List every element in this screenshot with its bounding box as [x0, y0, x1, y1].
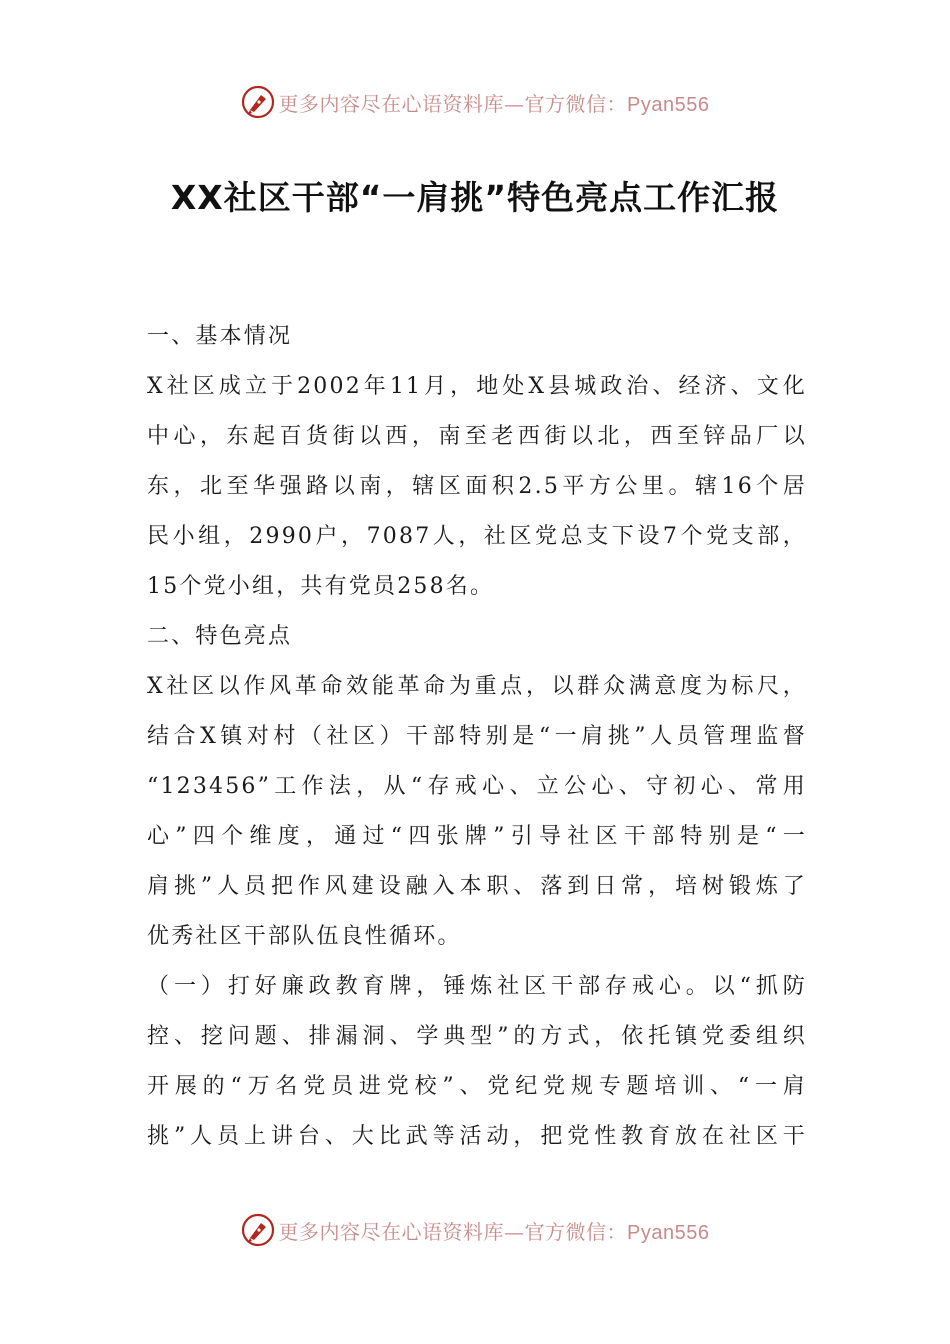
paragraph-line: 中心，东起百货街以西，南至老西街以北，西至锌品厂以 [147, 424, 807, 449]
document-title: XX社区干部“一肩挑”特色亮点工作汇报 [170, 178, 780, 217]
watermark-banner-bottom [0, 1208, 950, 1252]
watermark-label: 更多内容尽在心语资料库—官方微信： [278, 91, 628, 116]
wechat-id: Pyan556 [627, 93, 710, 116]
paragraph-line: 心”四个维度，通过“四张牌”引导社区干部特别是“一 [147, 824, 807, 849]
paragraph-line: 肩挑”人员把作风建设融入本职、落到日常，培树锻炼了 [147, 874, 807, 899]
paragraph-line: 东，北至华强路以南，辖区面积2.5平方公里。辖16个居 [147, 474, 807, 499]
paragraph-line: 挑”人员上讲台、大比武等活动，把党性教育放在社区干 [147, 1124, 807, 1149]
paragraph-line: （一）打好廉政教育牌，锤炼社区干部存戒心。以“抓防 [147, 974, 807, 999]
pen-nib-logo-icon [241, 85, 275, 119]
watermark-banner-top [0, 80, 950, 124]
paragraph-line: X社区成立于2002年11月，地处X县城政治、经济、文化 [147, 374, 807, 399]
section-heading: 一、基本情况 [147, 324, 293, 349]
paragraph-line: “123456”工作法，从“存戒心、立公心、守初心、常用 [147, 774, 807, 799]
paragraph-line: X社区以作风革命效能革命为重点，以群众满意度为标尺， [147, 674, 807, 699]
paragraph-line: 控、挖问题、排漏洞、学典型”的方式，依托镇党委组织 [147, 1024, 807, 1049]
section-heading: 二、特色亮点 [147, 624, 293, 649]
pen-nib-logo-icon [241, 1213, 275, 1247]
paragraph-line: 优秀社区干部队伍良性循环。 [147, 924, 462, 949]
watermark-text [279, 1216, 710, 1245]
document-body [147, 312, 807, 1162]
watermark-label: 更多内容尽在心语资料库—官方微信： [278, 1219, 628, 1244]
paragraph-line: 民小组，2990户，7087人，社区党总支下设7个党支部， [147, 524, 807, 549]
wechat-id: Pyan556 [627, 1221, 710, 1244]
watermark-text [279, 88, 710, 117]
paragraph-line: 开展的“万名党员进党校”、党纪党规专题培训、“一肩 [147, 1074, 807, 1099]
paragraph-line: 结合X镇对村（社区）干部特别是“一肩挑”人员管理监督 [147, 724, 807, 749]
paragraph-line: 15个党小组，共有党员258名。 [147, 574, 495, 599]
